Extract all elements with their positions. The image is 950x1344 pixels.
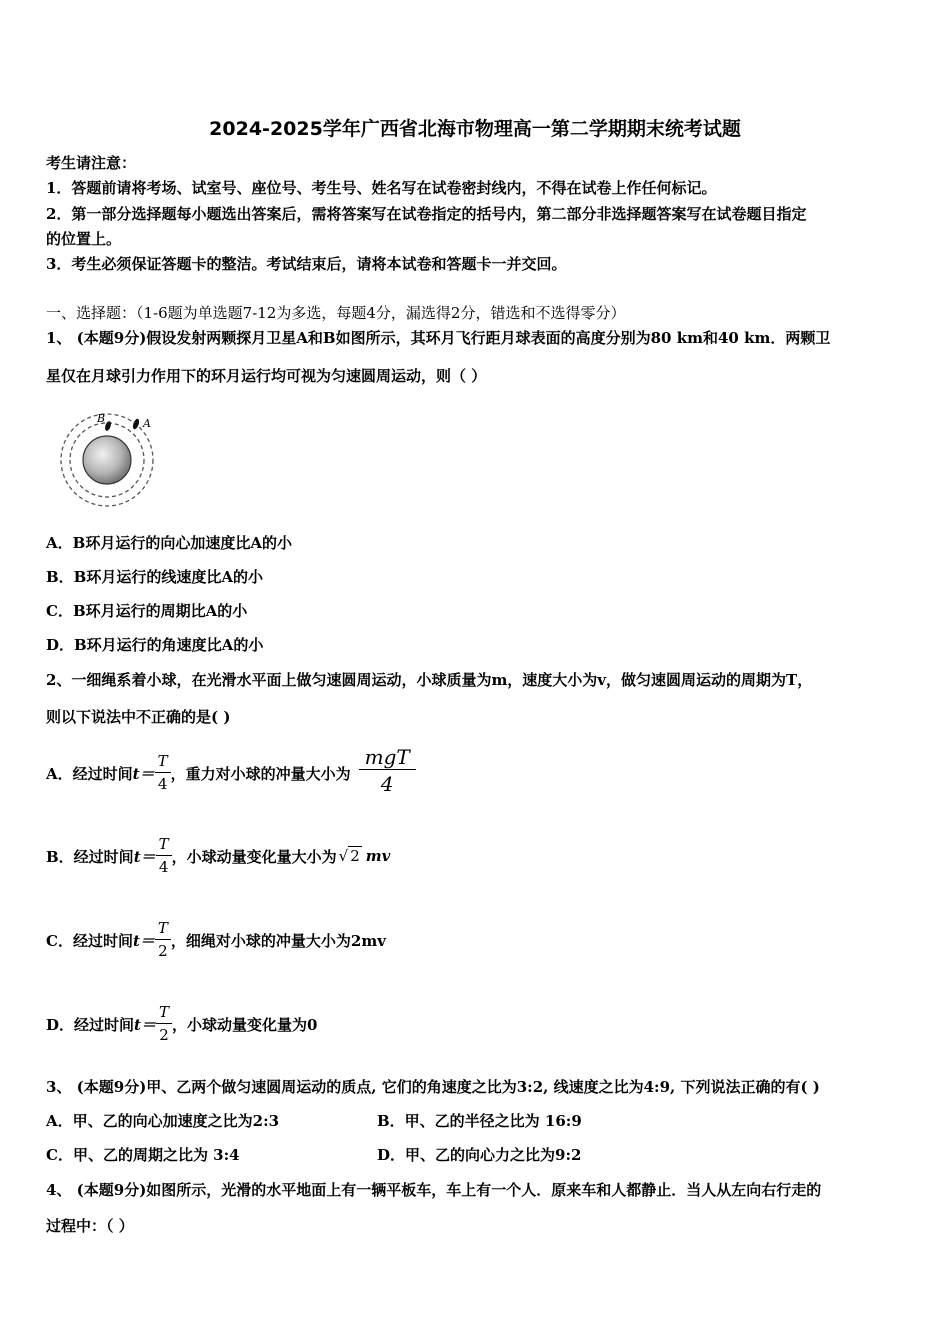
notice-item-1: 1．答题前请将考场、试室号、座位号、考生号、姓名写在试卷密封线内，不得在试卷上作任何标记。 [46,179,717,197]
fraction-mgt-over-4 [359,744,416,796]
q3-option-d: D．甲、乙的向心力之比为9:2 [377,1146,582,1164]
fraction-numerator: T [156,837,172,856]
t-equals: t＝ [132,931,155,950]
q2-stem-line1: 2、一细绳系着小球，在光滑水平面上做匀速圆周运动，小球质量为m，速度大小为v，做匀速圆周运动的周期为T， [46,671,813,689]
fraction-t-over-4 [156,837,172,875]
notice-item-3: 3．考生必须保证答题卡的整洁。考试结束后，请将本试卷和答题卡一并交回。 [46,255,567,273]
q1-orbit-figure [52,405,162,511]
notice-item-2: 2．第一部分选择题每小题选出答案后，需将答案写在试卷指定的括号内，第二部分非选择题答案写在试卷题目指定 [46,205,807,223]
q3-option-b: B．甲、乙的半径之比为 16:9 [377,1112,582,1130]
q3-option-c: C．甲、乙的周期之比为 3:4 [46,1146,240,1164]
fraction-denominator: 2 [159,1026,169,1044]
section-heading: 一、选择题：（1-6题为单选题7-12为多选，每题4分，漏选得2分，错选和不选得零分） [46,304,626,322]
q3-option-a: A．甲、乙的向心加速度之比为2:3 [46,1112,280,1130]
q2-option-c-suffix: ，细绳对小球的冲量大小为2mv [170,931,386,950]
t-equals: t＝ [133,847,156,866]
moon [83,436,131,484]
fraction-numerator: mgT [359,747,416,770]
fraction-t-over-4 [155,754,171,792]
q2-option-c [46,907,386,973]
t-equals: t＝ [134,1015,156,1034]
q1-stem-line1: 1、 (本题9分)假设发射两颗探月卫星A和B如图所示，其环月飞行距月球表面的高度分别为80 km和40 km．两颗卫 [46,329,831,347]
q1-stem-line2: 星仅在月球引力作用下的环月运行均可视为匀速圆周运动，则（ ） [46,367,487,385]
q2-option-d-prefix: D．经过时间 [46,1015,135,1034]
q3-stem: 3、 (本题9分)甲、乙两个做匀速圆周运动的质点, 它们的角速度之比为3:2, 线速度之比为4:9, 下列说法正确的有( ) [46,1078,820,1096]
fraction-denominator: 2 [158,942,168,960]
fraction-t-over-2 [155,921,171,959]
t-equals: t＝ [132,764,155,783]
q2-option-b-suffix: ，小球动量变化量大小为 [171,847,337,866]
q2-option-b-tail: mv [365,847,391,865]
q2-option-d-suffix: ，小球动量变化量为0 [171,1015,318,1034]
q2-option-b-prefix: B．经过时间 [46,847,134,866]
q2-option-a-suffix: ，重力对小球的冲量大小为 [170,764,351,783]
notice-item-2-cont: 的位置上。 [46,230,122,248]
q2-stem-line2: 则以下说法中不正确的是( ) [46,708,231,726]
q1-option-b: B．B环月运行的线速度比A的小 [46,568,263,586]
fraction-denominator: 4 [380,771,394,796]
q4-stem-line1: 4、 (本题9分)如图所示，光滑的水平地面上有一辆平板车，车上有一个人．原来车和人都静止．当人从左向右行走的 [46,1181,822,1199]
q2-option-b [46,823,390,889]
label-b: B [97,412,106,425]
label-a: A [143,417,151,430]
q1-option-d: D．B环月运行的角速度比A的小 [46,636,264,654]
q2-option-c-prefix: C．经过时间 [46,931,133,950]
q1-option-a: A．B环月运行的向心加速度比A的小 [46,534,292,552]
notice-heading: 考生请注意： [46,154,137,172]
fraction-denominator: 4 [158,858,169,876]
page-title: 2024-2025学年广西省北海市物理高一第二学期期末统考试题 [209,118,741,140]
q2-option-a [46,740,416,806]
fraction-t-over-2 [156,1005,172,1043]
fraction-numerator: T [155,921,171,940]
q2-option-d [46,991,317,1057]
fraction-denominator: 4 [157,775,168,793]
sqrt-2: √ 2 [338,847,360,865]
q1-option-c: C．B环月运行的周期比A的小 [46,602,248,620]
fraction-numerator: T [156,1005,172,1024]
q4-stem-line2: 过程中：（ ） [46,1217,134,1235]
fraction-numerator: T [155,754,171,773]
sqrt-radicand: 2 [350,847,360,865]
satellite-a [132,418,141,430]
q2-option-a-prefix: A．经过时间 [46,764,133,783]
